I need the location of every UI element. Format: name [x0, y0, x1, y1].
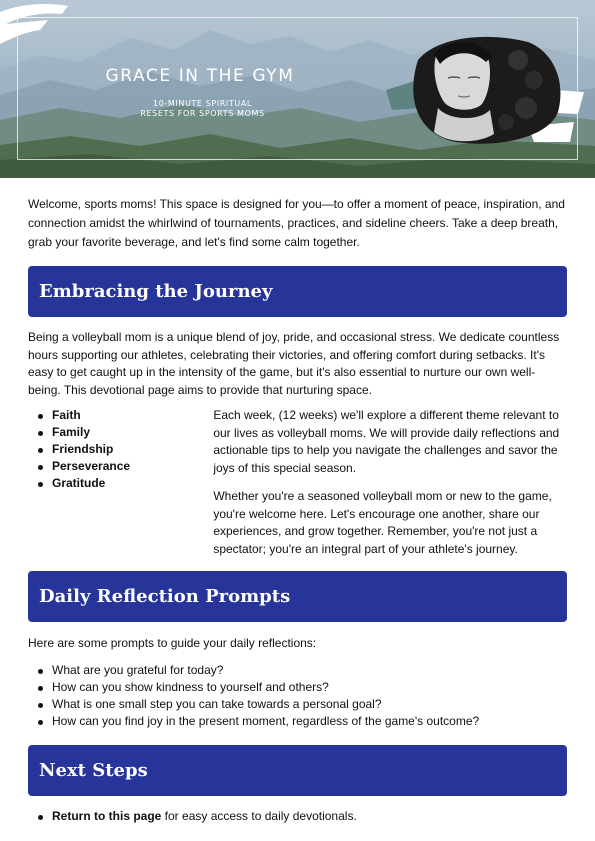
- list-item: Gratitude: [28, 475, 213, 492]
- section-heading-journey-text: Embracing the Journey: [39, 281, 273, 302]
- section-heading-next-steps: [28, 745, 567, 796]
- hero-subtitle: 10-MINUTE SPIRITUAL RESETS FOR SPORTS MOMS: [140, 99, 265, 118]
- section-heading-prompts: [28, 571, 567, 622]
- list-item: What are you grateful for today?: [28, 662, 567, 679]
- list-item: Friendship: [28, 441, 213, 458]
- next-steps-text: for easy access to daily devotionals.: [161, 808, 357, 823]
- section-heading-next-steps-text: Next Steps: [39, 759, 148, 781]
- weekly-theme-paragraph: Each week, (12 weeks) we'll explore a different theme relevant to our lives as volleyball moms. We will provide daily reflections and actionable tips to help you navigate the challenges and savor the joys of this special season.: [213, 408, 560, 475]
- section-heading-prompts-text: Daily Reflection Prompts: [39, 586, 291, 607]
- welcome-paragraph: Whether you're a seasoned volleyball mom or new to the game, you're welcome here. Let's encourage one another, share our experiences, and grow together. Remember, you're not just a spectator; you're an integral part of your athlete's journey.: [213, 489, 552, 556]
- list-item: How can you show kindness to yourself and others?: [28, 679, 567, 696]
- return-link-text: Return to this page: [52, 808, 162, 823]
- prompts-lead: Here are some prompts to guide your daily reflections:: [28, 636, 317, 650]
- brush-stroke-decoration: [0, 0, 80, 50]
- prompts-list: [28, 662, 567, 730]
- journey-right-column: [213, 407, 567, 558]
- journey-paragraph: Being a volleyball mom is a unique blend of joy, pride, and occasional stress. We dedicate countless hours supporting our athletes, celebrating their victories, and offering comfort during setbacks. It's easy to get caught up in the intensity of the game, but it's also essential to nurture our own well-being. This devotional page aims to provide that nurturing space.: [28, 330, 560, 397]
- list-item: How can you find joy in the present moment, regardless of the game's outcome?: [28, 713, 567, 730]
- list-item: Faith: [28, 407, 213, 424]
- list-item: What is one small step you can take towards a personal goal?: [28, 696, 567, 713]
- next-steps-list: [28, 808, 567, 825]
- hero-title: GRACE IN THE GYM: [105, 66, 295, 86]
- intro-paragraph: Welcome, sports moms! This space is designed for you—to offer a moment of peace, inspiration, and connection amidst the whirlwind of tournaments, practices, and sideline cheers. Take a deep breath, grab your favorite beverage, and let's find some calm together.: [28, 197, 565, 249]
- page-content: [0, 195, 595, 825]
- list-item: Family: [28, 424, 213, 441]
- themes-list: [28, 407, 213, 492]
- themes-column: [28, 407, 213, 558]
- journey-two-column: [28, 407, 567, 558]
- hero-banner: [0, 0, 595, 178]
- section-heading-journey: [28, 266, 567, 317]
- list-item: Perseverance: [28, 458, 213, 475]
- list-item: [28, 808, 567, 825]
- woman-portrait-image: [378, 30, 588, 148]
